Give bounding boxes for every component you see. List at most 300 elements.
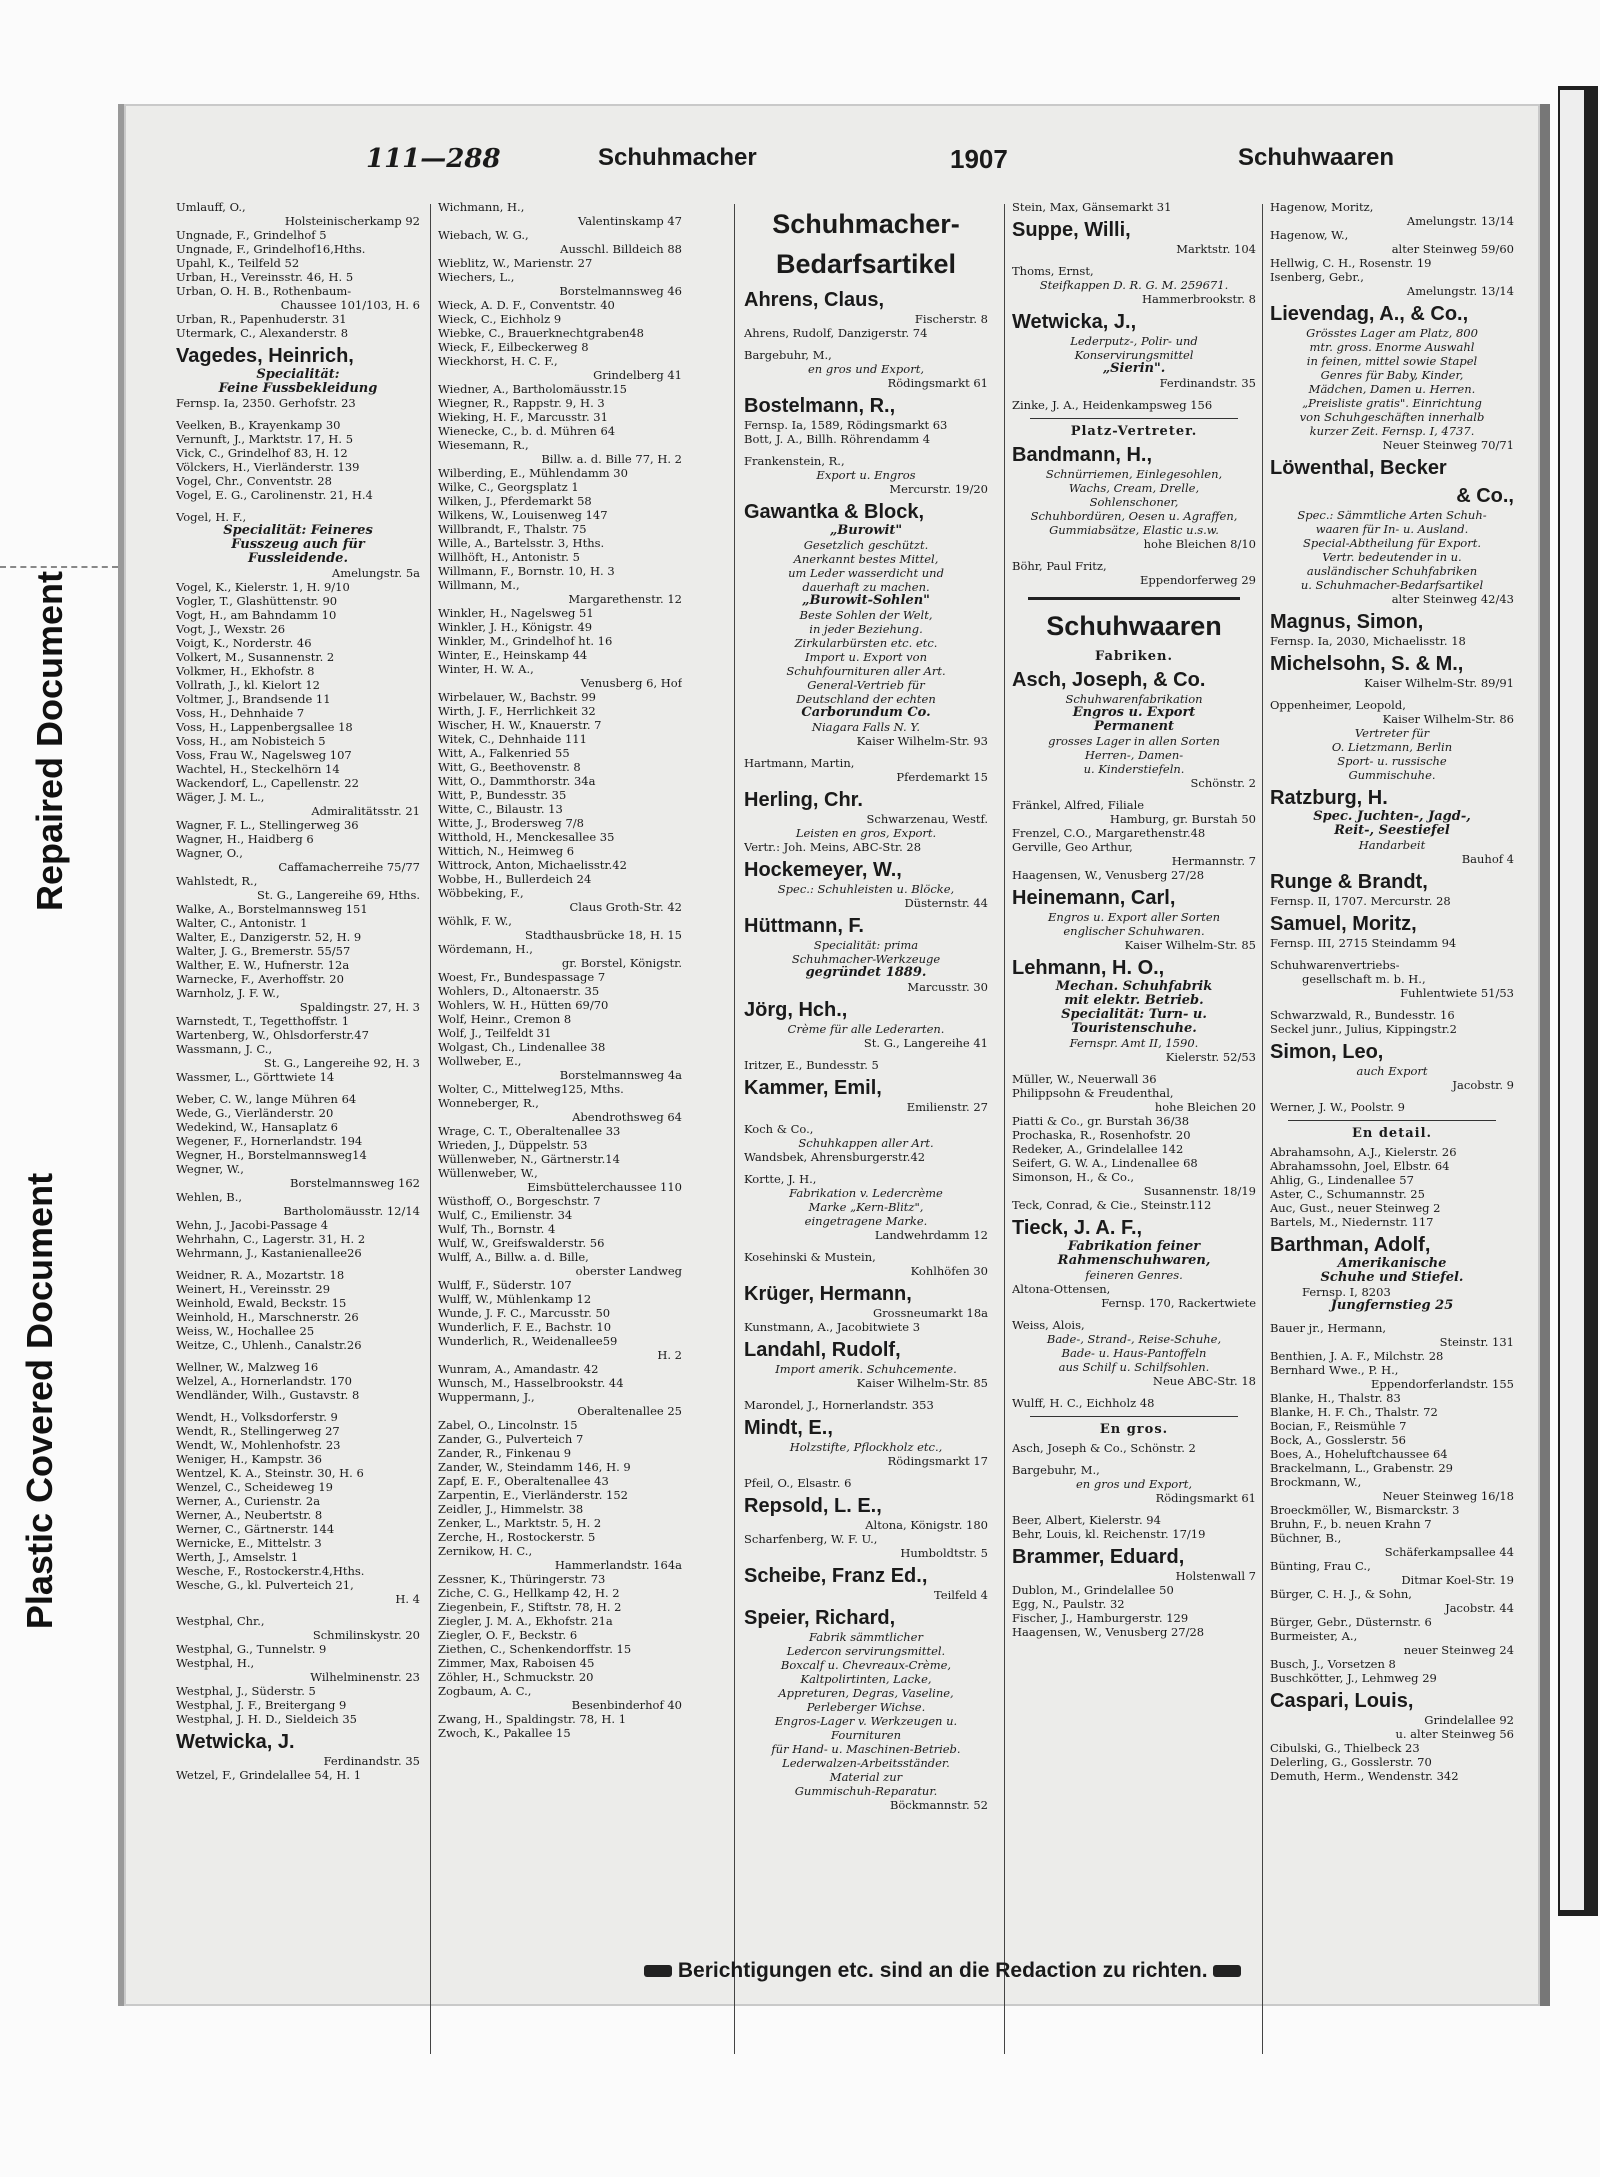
listing-line: Wendt, R., Stellingerweg 27 xyxy=(176,1424,340,1438)
listing-line: Iritzer, E., Bundesstr. 5 xyxy=(744,1058,879,1072)
listing-name: Scheibe, Franz Ed., xyxy=(744,1565,928,1587)
listing-line: Zander, R., Finkenau 9 xyxy=(438,1446,572,1460)
listing-line: Zirkularbürsten etc. etc. xyxy=(794,636,938,650)
listing-line: Wäger, J. M. L., xyxy=(176,790,265,804)
listing-line: Spec. Juchten-, Jagd-, xyxy=(1313,810,1471,824)
listing-line: Buschkötter, J., Lehmweg 29 xyxy=(1270,1671,1437,1685)
listing-line xyxy=(744,446,988,454)
listing-line: Warnstedt, T., Tegetthoffstr. 1 xyxy=(176,1014,350,1028)
listing-line: Carborundum Co. xyxy=(801,706,931,720)
listing-line: Zerche, H., Rostockerstr. 5 xyxy=(438,1530,596,1544)
listing-line: Abrahamssohn, Joel, Elbstr. 64 xyxy=(1270,1159,1450,1173)
listing-line: Vollrath, J., kl. Kielort 12 xyxy=(176,678,320,692)
listing-line: Brackelmann, L., Grabenstr. 29 xyxy=(1270,1461,1454,1475)
listing-line: Fussleidende. xyxy=(248,552,348,566)
listing-line: Bocian, F., Reismühle 7 xyxy=(1270,1419,1407,1433)
listing-line: Zander, G., Pulverteich 7 xyxy=(438,1432,584,1446)
listing-line: Weber, C. W., lange Mühren 64 xyxy=(176,1092,357,1106)
listing-line: Pfeil, O., Elsastr. 6 xyxy=(744,1476,852,1490)
listing-line: Vogel, Chr., Conventstr. 28 xyxy=(176,474,332,488)
listing-line: Wohlers, W. H., Hütten 69/70 xyxy=(438,998,609,1012)
listing-line: Koch & Co., xyxy=(744,1122,814,1136)
listing-line: Mechan. Schuhfabrik xyxy=(1055,980,1213,994)
listing-line: Holzstifte, Pflockholz etc., xyxy=(789,1440,943,1454)
listing-line: Stadthausbrücke 18, H. 15 xyxy=(525,928,682,942)
listing-line: Ziegler, J. M. A., Ekhofstr. 21a xyxy=(438,1614,613,1628)
listing-line: Umlauff, O., xyxy=(176,200,246,214)
listing-line: Landwehrdamm 12 xyxy=(874,1228,988,1242)
listing-line: Holstenwall 7 xyxy=(1175,1569,1256,1583)
listing-name: Barthman, Adolf, xyxy=(1270,1234,1431,1256)
listing-line: Wöbbeking, F., xyxy=(438,886,524,900)
listing-line: Wachs, Cream, Drelle, xyxy=(1068,481,1200,495)
listing-line: Willhöft, H., Antonistr. 5 xyxy=(438,550,580,564)
listing-line: Fernsp. 170, Rackertwiete xyxy=(1101,1296,1256,1310)
listing-line: Handarbeit xyxy=(1358,838,1426,852)
listing-line: Wilke, C., Georgsplatz 1 xyxy=(438,480,579,494)
listing-line: Sohlenschoner, xyxy=(1089,495,1179,509)
listing-line: Wobbe, H., Bullerdeich 24 xyxy=(438,872,592,886)
listing-line: Permanent xyxy=(1094,720,1174,734)
listing-line: u. Kinderstiefeln. xyxy=(1083,762,1185,776)
listing-line: Wollweber, E., xyxy=(438,1054,522,1068)
listing-line: Wüllenweber, W., xyxy=(438,1166,538,1180)
listing-line: Egg, N., Paulstr. 32 xyxy=(1012,1597,1125,1611)
listing-line: Neuer Steinweg 70/71 xyxy=(1382,438,1514,452)
listing-line: Jungfernstieg 25 xyxy=(1330,1299,1454,1313)
listing-line: Wulff, A., Billw. a. d. Bille, xyxy=(438,1250,589,1264)
listing-line: „Preisliste gratis". Einrichtung xyxy=(1302,396,1482,410)
listing-name: Wetwicka, J., xyxy=(1012,311,1137,333)
listing-line: Piatti & Co., gr. Burstah 36/38 xyxy=(1012,1114,1190,1128)
listing-line: Ditmar Koel-Str. 19 xyxy=(1401,1573,1514,1587)
listing-line: Bartholomäusstr. 12/14 xyxy=(283,1204,420,1218)
listing-line: Volkert, M., Susannenstr. 2 xyxy=(176,650,335,664)
listing-line: Werth, J., Amselstr. 1 xyxy=(176,1550,299,1564)
listing-line: Amelungstr. 13/14 xyxy=(1406,284,1514,298)
listing-line: Bauhof 4 xyxy=(1461,852,1514,866)
listing-line: Amelungstr. 13/14 xyxy=(1406,214,1514,228)
listing-line: Woest, Fr., Bundespassage 7 xyxy=(438,970,606,984)
repaired-document-label: Repaired Document xyxy=(29,570,70,912)
listing-name: Hockemeyer, W., xyxy=(744,859,902,881)
listing-line: Urban, H., Vereinsstr. 46, H. 5 xyxy=(176,270,354,284)
listing-line: Wienecke, C., b. d. Mühren 64 xyxy=(438,424,616,438)
listing-line: Westphal, H., xyxy=(176,1656,255,1670)
listing-line: Bedarfsartikel xyxy=(775,249,957,279)
listing-line: Zogbaum, A. C., xyxy=(438,1684,532,1698)
listing-line: Wiebach, W. G., xyxy=(438,228,529,242)
listing-line: Wellner, W., Malzweg 16 xyxy=(176,1360,319,1374)
listing-line: Wieblitz, W., Marienstr. 27 xyxy=(438,256,593,270)
listing-line: Schuhwarenvertriebs- xyxy=(1270,958,1400,972)
listing-line: Fabrikation feiner xyxy=(1067,1240,1201,1254)
listing-line: Steifkappen D. R. G. M. 259671. xyxy=(1039,278,1229,292)
listing-line: Wulf, C., Emilienstr. 34 xyxy=(438,1208,573,1222)
listing-line: Borstelmannsweg 46 xyxy=(559,284,682,298)
listing-line: Specialität: prima xyxy=(813,938,919,952)
listing-line: Wilken, J., Pferdemarkt 58 xyxy=(438,494,592,508)
listing-line: Caffamacherreihe 75/77 xyxy=(278,860,420,874)
listing-line: hohe Bleichen 20 xyxy=(1154,1100,1256,1114)
listing-line: Fernsp. Ia, 2350. Gerhofstr. 23 xyxy=(176,396,356,410)
column-divider xyxy=(1262,204,1263,2054)
listing-line: Fernsp. Ia, 2030, Michaelisstr. 18 xyxy=(1270,634,1466,648)
listing-line: Wagner, H., Haidberg 6 xyxy=(176,832,314,846)
listing-line: Wassmer, L., Görttwiete 14 xyxy=(176,1070,335,1084)
scan-side-margin xyxy=(0,0,80,2177)
listing-line xyxy=(1288,1120,1496,1121)
listing-name: Simon, Leo, xyxy=(1270,1041,1384,1063)
listing-line: Oberaltenallee 25 xyxy=(577,1404,682,1418)
listing-line: Bade- u. Haus-Pantoffeln xyxy=(1061,1346,1207,1360)
listing-line: Touristenschuhe. xyxy=(1071,1022,1197,1036)
listing-line: Fernsp. III, 2715 Steindamm 94 xyxy=(1270,936,1457,950)
listing-line: Pferdemarkt 15 xyxy=(896,770,988,784)
listing-line: Rödingsmarkt 61 xyxy=(887,376,988,390)
listing-line: Wartenberg, W., Ohlsdorferstr.47 xyxy=(176,1028,369,1042)
listing-line: Demuth, Herm., Wendenstr. 342 xyxy=(1270,1769,1459,1783)
listing-line: hohe Bleichen 8/10 xyxy=(1143,537,1256,551)
listing-line: Zinke, J. A., Heidenkampsweg 156 xyxy=(1012,398,1213,412)
header-right-title: Schuhwaaren xyxy=(1238,144,1395,171)
listing-line: Fischerstr. 8 xyxy=(914,312,988,326)
listing-line: Billw. a. d. Bille 77, H. 2 xyxy=(541,452,682,466)
listing-line: Winkler, M., Grindelhof ht. 16 xyxy=(438,634,613,648)
listing-line xyxy=(1270,1313,1514,1321)
listing-line: Crème für alle Lederarten. xyxy=(787,1022,945,1036)
column-2 xyxy=(438,200,682,1950)
listing-line xyxy=(744,1468,988,1476)
listing-line: Wahlstedt, R., xyxy=(176,874,258,888)
listing-line: Broeckmöller, W., Bismarckstr. 3 xyxy=(1270,1503,1460,1517)
listing-line: Abrahamsohn, A.J., Kielerstr. 26 xyxy=(1270,1145,1457,1159)
listing-line: Grindelallee 92 xyxy=(1424,1713,1514,1727)
listing-line: Witte, J., Brodersweg 7/8 xyxy=(438,816,584,830)
listing-line: Amerikanische xyxy=(1337,1257,1447,1271)
listing-line: Ahrens, Rudolf, Danzigerstr. 74 xyxy=(744,326,928,340)
listing-line: Boxcalf u. Chevreaux-Crème, xyxy=(780,1658,952,1672)
listing-line xyxy=(744,1114,988,1122)
listing-line: Material zur xyxy=(829,1770,903,1784)
listing-line: Stein, Max, Gänsemarkt 31 xyxy=(1012,200,1172,214)
listing-line: Gummischuh-Reparatur. xyxy=(794,1784,938,1798)
listing-line: Kaltpolirtinten, Lacke, xyxy=(800,1672,932,1686)
listing-name: Michelsohn, S. & M., xyxy=(1270,653,1464,675)
listing-line: Zessner, K., Thüringerstr. 73 xyxy=(438,1572,606,1586)
listing-line: Wieck, A. D. F., Conventstr. 40 xyxy=(438,298,615,312)
listing-line: in feinen, mittel sowie Stapel xyxy=(1306,354,1478,368)
listing-line xyxy=(176,1352,420,1360)
listing-line: Bott, J. A., Billh. Röhrendamm 4 xyxy=(744,432,931,446)
listing-line xyxy=(1012,1388,1256,1396)
listing-name: Suppe, Willi, xyxy=(1012,219,1131,241)
plastic-covered-document-label: Plastic Covered Document xyxy=(19,1172,60,1630)
listing-line: Walter, J. G., Bremerstr. 55/57 xyxy=(176,944,351,958)
listing-line: Fernspr. Amt II, 1590. xyxy=(1069,1036,1199,1050)
listing-line: Wonneberger, R., xyxy=(438,1096,539,1110)
listing-line: Werner, A., Curienstr. 2a xyxy=(176,1494,321,1508)
listing-line xyxy=(744,1164,988,1172)
listing-line: dauerhaft zu machen. xyxy=(802,580,930,594)
listing-line: Willmann, F., Bornstr. 10, H. 3 xyxy=(438,564,615,578)
listing-line: Fabriken. xyxy=(1094,650,1174,664)
listing-line: Wieckhorst, H. C. F., xyxy=(438,354,558,368)
next-page-edge-paper xyxy=(1560,90,1584,1910)
listing-line: Wilkens, W., Louisenweg 147 xyxy=(438,508,608,522)
listing-line: Zabel, O., Lincolnstr. 15 xyxy=(438,1418,578,1432)
listing-line: Prochaska, R., Rosenhofstr. 20 xyxy=(1012,1128,1191,1142)
listing-line: Ziche, C. G., Hellkamp 42, H. 2 xyxy=(438,1586,620,1600)
listing-line: Wrieden, J., Düppelstr. 53 xyxy=(438,1138,588,1152)
listing-line: Wehn, J., Jacobi-Passage 4 xyxy=(176,1218,329,1232)
listing-line: Scharfenberg, W. F. U., xyxy=(744,1532,878,1546)
listing-line: Weidner, R. A., Mozartstr. 18 xyxy=(176,1268,345,1282)
listing-line: Böckmannstr. 52 xyxy=(889,1798,988,1812)
listing-line: Fournituren xyxy=(831,1728,901,1742)
listing-line xyxy=(1012,1505,1256,1513)
listing-line: Reit-, Seestiefel xyxy=(1334,824,1450,838)
listing-line: Vogler, T., Glashüttenstr. 90 xyxy=(176,594,338,608)
listing-line: Werner, J. W., Poolstr. 9 xyxy=(1270,1100,1405,1114)
listing-line: Altona, Königstr. 180 xyxy=(865,1518,988,1532)
listing-name: Mindt, E., xyxy=(744,1417,833,1439)
listing-line: oberster Landweg xyxy=(575,1264,682,1278)
listing-line: Wetzel, F., Grindelallee 54, H. 1 xyxy=(176,1768,362,1782)
listing-line: Böhr, Paul Fritz, xyxy=(1012,559,1107,573)
listing-line: Anerkannt bestes Mittel, xyxy=(793,552,939,566)
column-divider xyxy=(734,204,735,2054)
listing-line: Engros-Lager v. Werkzeugen u. xyxy=(774,1714,958,1728)
listing-line: Frenzel, C.O., Margarethenstr.48 xyxy=(1012,826,1206,840)
listing-name: Speier, Richard, xyxy=(744,1607,896,1629)
listing-line xyxy=(1012,1064,1256,1072)
listing-line: Westphal, J. H. D., Sieldeich 35 xyxy=(176,1712,357,1726)
listing-line: Müller, W., Neuerwall 36 xyxy=(1012,1072,1157,1086)
listing-line xyxy=(176,1402,420,1410)
listing-line: Bernhard Wwe., P. H., xyxy=(1270,1363,1399,1377)
listing-line: Bade-, Strand-, Reise-Schuhe, xyxy=(1046,1332,1222,1346)
listing-line: Wieking, H. F., Marcusstr. 31 xyxy=(438,410,608,424)
listing-line: Zenker, L., Marktstr. 5, H. 2 xyxy=(438,1516,602,1530)
listing-line: Sport- u. russische xyxy=(1337,754,1447,768)
listing-line: En detail. xyxy=(1351,1127,1433,1141)
listing-line: Völckers, H., Vierländerstr. 139 xyxy=(176,460,360,474)
listing-line: Warnecke, F., Averhoffstr. 20 xyxy=(176,972,344,986)
listing-line: Utermark, C., Alexanderstr. 8 xyxy=(176,326,349,340)
listing-line: Leisten en gros, Export. xyxy=(795,826,937,840)
listing-line: Delerling, G., Gosslerstr. 70 xyxy=(1270,1755,1432,1769)
listing-line: Gesetzlich geschützt. xyxy=(803,538,929,552)
listing-line: Borstelmannsweg 4a xyxy=(559,1068,682,1082)
listing-line: Asch, Joseph & Co., Schönstr. 2 xyxy=(1012,1441,1196,1455)
listing-line: Zwoch, K., Pakallee 15 xyxy=(438,1726,571,1740)
page-header xyxy=(248,144,1528,180)
listing-line: Wendt, H., Volksdorferstr. 9 xyxy=(176,1410,338,1424)
listing-line: Wulf, Th., Bornstr. 4 xyxy=(438,1222,556,1236)
listing-line: Schwarzenau, Westf. xyxy=(866,812,988,826)
listing-line: Ungnade, F., Grindelhof16,Hths. xyxy=(176,242,366,256)
listing-line: Marcusstr. 30 xyxy=(907,980,988,994)
listing-line: H. 2 xyxy=(657,1348,682,1362)
listing-name: Repsold, L. E., xyxy=(744,1495,882,1517)
listing-line: neuer Steinweg 24 xyxy=(1403,1643,1514,1657)
column-3 xyxy=(744,200,988,1950)
listing-line: Voss, Frau W., Nagelsweg 107 xyxy=(176,748,352,762)
listing-line: Hammerbrookstr. 8 xyxy=(1141,292,1256,306)
listing-line: Wilberding, E., Mühlendamm 30 xyxy=(438,466,628,480)
listing-name: & Co., xyxy=(1456,485,1514,507)
listing-line: Jacobstr. 44 xyxy=(1445,1601,1514,1615)
listing-line xyxy=(1012,1455,1256,1463)
listing-line: Admiralitätsstr. 21 xyxy=(311,804,420,818)
listing-line: Witthold, H., Menckesallee 35 xyxy=(438,830,615,844)
listing-line: Marktstr. 104 xyxy=(1176,242,1256,256)
listing-line: grosses Lager in allen Sorten xyxy=(1048,734,1220,748)
listing-line: Spaldingstr. 27, H. 3 xyxy=(299,1000,420,1014)
listing-line: Wieck, C., Eichholz 9 xyxy=(438,312,562,326)
listing-line: Besenbinderhof 40 xyxy=(571,1698,682,1712)
listing-line: alter Steinweg 42/43 xyxy=(1391,592,1514,606)
listing-line xyxy=(1270,690,1514,698)
listing-line: auch Export xyxy=(1356,1064,1428,1078)
listing-line: Grösstes Lager am Platz, 800 xyxy=(1306,326,1478,340)
listing-line: Beer, Albert, Kielerstr. 94 xyxy=(1012,1513,1161,1527)
listing-line: Wachtel, H., Steckelhörn 14 xyxy=(176,762,340,776)
listing-line xyxy=(1012,390,1256,398)
listing-line: Teck, Conrad, & Cie., Steinstr.112 xyxy=(1012,1198,1212,1212)
listing-line: Kortte, J. H., xyxy=(744,1172,817,1186)
listing-line: Wrage, C. T., Oberaltenallee 33 xyxy=(438,1124,621,1138)
listing-line: Rödingsmarkt 61 xyxy=(1155,1491,1256,1505)
listing-line: Volkmer, H., Ekhofstr. 8 xyxy=(176,664,315,678)
listing-line: Frankenstein, R., xyxy=(744,454,845,468)
listing-line: Perleberger Wichse. xyxy=(806,1700,926,1714)
listing-line: Zapf, E. F., Oberaltenallee 43 xyxy=(438,1474,609,1488)
listing-line: Isenberg, Gebr., xyxy=(1270,270,1364,284)
listing-line: Düsternstr. 44 xyxy=(904,896,988,910)
page-number: 111—288 xyxy=(366,144,501,174)
listing-line: Bargebuhr, M., xyxy=(1012,1463,1100,1477)
listing-line: um Leder wasserdicht und xyxy=(788,566,944,580)
listing-line: Busch, J., Vorsetzen 8 xyxy=(1270,1657,1396,1671)
listing-line: Fusszeug auch für xyxy=(231,538,365,552)
listing-line: Walter, E., Danzigerstr. 52, H. 9 xyxy=(176,930,362,944)
listing-line: en gros und Export, xyxy=(1076,1477,1192,1491)
listing-line: Weiss, Alois, xyxy=(1012,1318,1085,1332)
listing-line xyxy=(744,340,988,348)
listing-line: Seckel junr., Julius, Kippingstr.2 xyxy=(1270,1022,1457,1036)
listing-line: en gros und Export, xyxy=(808,362,924,376)
listing-line: Wedekind, W., Hansaplatz 6 xyxy=(176,1120,338,1134)
listing-line: Westphal, Chr., xyxy=(176,1614,265,1628)
listing-line: Claus Groth-Str. 42 xyxy=(569,900,682,914)
listing-line: Burmeister, A., xyxy=(1270,1629,1358,1643)
listing-line: Zwang, H., Spaldingstr. 78, H. 1 xyxy=(438,1712,627,1726)
listing-line: Vogt, H., am Bahndamm 10 xyxy=(176,608,337,622)
listing-line: Walther, E. W., Hufnerstr. 12a xyxy=(176,958,350,972)
listing-line: Wesche, F., Rostockerstr.4,Hths. xyxy=(176,1564,365,1578)
listing-line: Witt, G., Beethovenstr. 8 xyxy=(438,760,581,774)
listing-name: Landahl, Rudolf, xyxy=(744,1339,901,1361)
listing-line: Büchner, B., xyxy=(1270,1531,1342,1545)
listing-line: Voltmer, J., Brandsende 11 xyxy=(176,692,331,706)
listing-line: Import amerik. Schuhcemente. xyxy=(775,1362,957,1376)
listing-line: Veelken, B., Krayenkamp 30 xyxy=(176,418,341,432)
listing-line: Herren-, Damen- xyxy=(1084,748,1184,762)
listing-line: Ausschl. Billdeich 88 xyxy=(560,242,682,256)
listing-line: Ziegenbein, F., Stiftstr. 78, H. 2 xyxy=(438,1600,622,1614)
listing-line: Wendt, W., Mohlenhofstr. 23 xyxy=(176,1438,341,1452)
listing-line: Winkler, H., Nagelsweg 51 xyxy=(438,606,594,620)
listing-name: Brammer, Eduard, xyxy=(1012,1546,1185,1568)
listing-line: Witt, A., Falkenried 55 xyxy=(438,746,570,760)
listing-line: Hamburg, gr. Burstah 50 xyxy=(1109,812,1256,826)
listing-line: gr. Borstel, Königstr. xyxy=(561,956,682,970)
listing-line: Haagensen, W., Venusberg 27/28 xyxy=(1012,868,1205,882)
column-divider xyxy=(430,204,431,2054)
listing-line: Witt, P., Bundesstr. 35 xyxy=(438,788,567,802)
column-4 xyxy=(1012,200,1256,1950)
listing-line: Schönstr. 2 xyxy=(1190,776,1256,790)
column-divider xyxy=(1004,204,1005,2054)
listing-line: Wesche, G., kl. Pulverteich 21, xyxy=(176,1578,354,1592)
listing-line: Wüsthoff, O., Borgeschstr. 7 xyxy=(438,1194,601,1208)
listing-line: Fränkel, Alfred, Filiale xyxy=(1012,798,1145,812)
listing-line: Wede, G., Vierländerstr. 20 xyxy=(176,1106,334,1120)
listing-line: Benthien, J. A. F., Milchstr. 28 xyxy=(1270,1349,1444,1363)
listing-line: Wiebke, C., Brauerknechtgraben48 xyxy=(438,326,644,340)
listing-line: Kosehinski & Mustein, xyxy=(744,1250,876,1264)
listing-line: En gros. xyxy=(1099,1423,1169,1437)
listing-line: Wehlen, B., xyxy=(176,1190,243,1204)
listing-line: Fernsp. II, 1707. Mercurstr. 28 xyxy=(1270,894,1451,908)
listing-line xyxy=(744,1242,988,1250)
listing-line: Specialität: xyxy=(256,368,340,382)
listing-name: Wetwicka, J. xyxy=(176,1731,295,1753)
listing-line: Ungnade, F., Grindelhof 5 xyxy=(176,228,327,242)
listing-line: Weinhold, H., Marschnerstr. 26 xyxy=(176,1310,359,1324)
listing-line: Valentinskamp 47 xyxy=(578,214,682,228)
listing-line: Ferdinandstr. 35 xyxy=(1159,376,1256,390)
listing-line: feineren Genres. xyxy=(1085,1268,1183,1282)
listing-line: Urban, O. H. B., Rothenbaum- xyxy=(176,284,352,298)
listing-line: Voss, H., Dehnhaide 7 xyxy=(176,706,305,720)
listing-line: Vernunft, J., Marktstr. 17, H. 5 xyxy=(176,432,354,446)
listing-line: Mädchen, Damen u. Herren. xyxy=(1308,382,1476,396)
listing-line: Feine Fussbekleidung xyxy=(218,382,378,396)
listing-line: Weinert, H., Vereinsstr. 29 xyxy=(176,1282,331,1296)
listing-line: Hagenow, Moritz, xyxy=(1270,200,1374,214)
listing-line: Wördemann, H., xyxy=(438,942,533,956)
directory-page xyxy=(118,104,1550,2006)
listing-line: Vogel, K., Kielerstr. 1, H. 9/10 xyxy=(176,580,350,594)
listing-line: Zeidler, J., Himmelstr. 38 xyxy=(438,1502,584,1516)
listing-line xyxy=(176,1084,420,1092)
column-1 xyxy=(176,200,420,1950)
listing-name: Tieck, J. A. F., xyxy=(1012,1217,1143,1239)
listing-line: Vogel, E. G., Carolinenstr. 21, H.4 xyxy=(176,488,373,502)
listing-line: Warnholz, J. F. W., xyxy=(176,986,280,1000)
listing-line: gesellschaft m. b. H., xyxy=(1302,972,1426,986)
listing-line: Kaiser Wilhelm-Str. 86 xyxy=(1382,712,1514,726)
listing-line: Chaussee 101/103, H. 6 xyxy=(280,298,420,312)
listing-line: Wiesemann, R., xyxy=(438,438,529,452)
listing-line: O. Lietzmann, Berlin xyxy=(1331,740,1453,754)
listing-line: Schuhbordüren, Oesen u. Agraffen, xyxy=(1030,509,1238,523)
listing-line xyxy=(176,1260,420,1268)
listing-line: Wegner, H., Borstelmannsweg14 xyxy=(176,1148,367,1162)
